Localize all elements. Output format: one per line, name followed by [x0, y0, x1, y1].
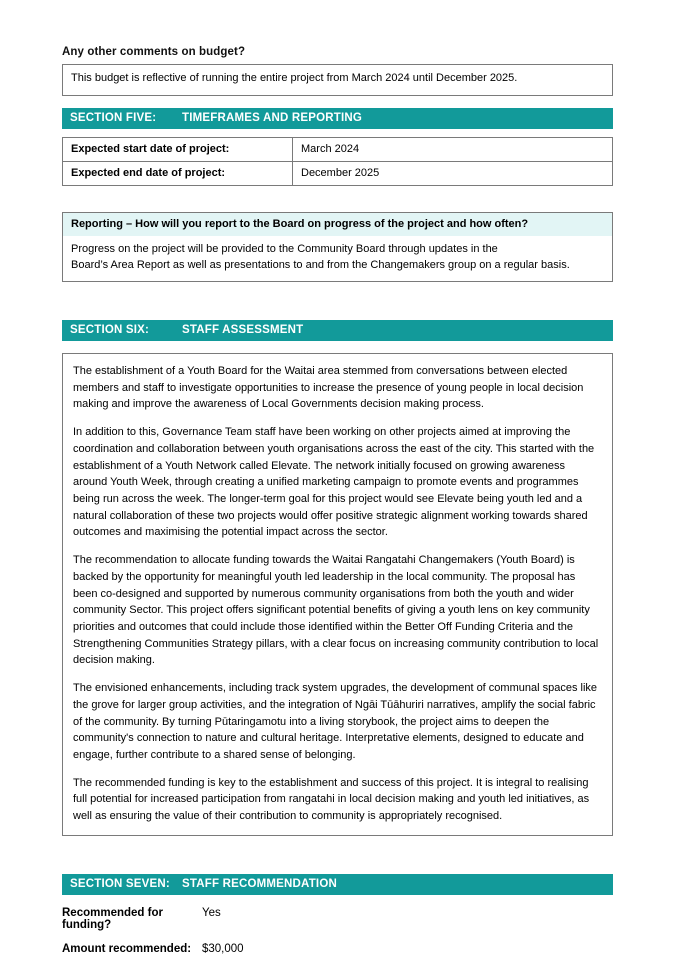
- assessment-paragraph: In addition to this, Governance Team staff have been working on other projects aimed at improving the coordination and collaboration between youth organisations across the east of the city. This started with the establishment of a Youth Network called Elevate. The network initially focused on growing awareness around Youth Week, through creating a unified marketing campaign to promote events and programmes being run across the week. The longer-term goal for this project would see Elevate being youth led and a natural collaboration of these two projects would offer positive strategic alignment working towards shared outcomes and maximising the potential impact across the sector.: [73, 426, 595, 539]
- reporting-question: Reporting – How will you report to the Board on progress of the project and how often?: [62, 212, 613, 236]
- reporting-answer: [62, 236, 613, 282]
- assessment-paragraph: The establishment of a Youth Board for the Waitai area stemmed from conversations between elected members and staff to investigate opportunities to increase the presence of young people in local decision making and improve the awareness of Local Governments decision making process.: [73, 364, 584, 411]
- amount-recommended-label: Amount recommended:: [62, 942, 192, 955]
- recommended-for-funding-value: Yes: [202, 906, 221, 919]
- recommended-for-funding-label: Recommended for funding?: [62, 906, 163, 931]
- start-date-label: Expected start date of project:: [63, 137, 293, 161]
- table-row: [63, 137, 613, 161]
- table-row: [63, 161, 613, 185]
- assessment-paragraph: The envisioned enhancements, including track system upgrades, the development of communal spaces like the grove for larger group activities, and the integration of Ngāi Tūāhuriri narratives, amplify the social fabric of the community. By turning Pūtaringamotu into a living storybook, the project aims to deepen the community's connection to nature and cultural heritage. Interpretative elements, designed to educate and engage, further contribute to a shared sense of belonging.: [73, 682, 598, 762]
- assessment-paragraph: The recommended funding is key to the establishment and success of this project. It is integral to realising full potential for increased participation from rangatahi in local decision making and youth led initiatives, as well as ensuring the value of their contribution to community is appropriately recognised.: [73, 776, 590, 823]
- section-five-bar: [62, 108, 613, 129]
- recommended-for-funding-row: [62, 907, 613, 931]
- staff-assessment-box: [62, 353, 613, 836]
- start-date-value: March 2024: [293, 137, 613, 161]
- budget-comments-heading: Any other comments on budget?: [62, 46, 246, 58]
- amount-recommended-row: [62, 943, 613, 955]
- section-seven-label: SECTION SEVEN:: [70, 877, 170, 890]
- section-five-label: SECTION FIVE:: [70, 111, 157, 124]
- timeframes-table: [62, 137, 613, 186]
- amount-recommended-value: $30,000: [202, 942, 244, 955]
- section-six-title: STAFF ASSESSMENT: [182, 323, 304, 336]
- budget-comments-box: [62, 64, 613, 96]
- budget-comments-text: This budget is reflective of running the entire project from March 2024 until December 2025.: [71, 72, 518, 84]
- end-date-value: December 2025: [293, 161, 613, 185]
- section-six-label: SECTION SIX:: [70, 323, 150, 336]
- reporting-answer-line-1: Progress on the project will be provided to the Community Board through updates in the: [71, 242, 498, 255]
- assessment-paragraph: The recommendation to allocate funding towards the Waitai Rangatahi Changemakers (Youth Board) is backed by the opportunity for meaningful youth led leadership in the local community. The proposal has been co-designed and supported by numerous community organisations from both the youth and wider community Sector. This project offers significant potential benefits of giving a youth lens on key community priorities and outcomes that could include those identified within the Better Off Funding Criteria and the Strengthening Communities Strategy pillars, with a clear focus on increasing community contribution to local decision making.: [73, 554, 599, 667]
- reporting-answer-line-2: Board’s Area Report as well as presentations to and from the Changemakers group on a regular basis.: [71, 259, 570, 272]
- end-date-label: Expected end date of project:: [63, 161, 293, 185]
- section-seven-title: STAFF RECOMMENDATION: [182, 877, 337, 890]
- section-six-bar: [62, 320, 613, 341]
- section-seven-bar: [62, 874, 613, 895]
- section-five-title: TIMEFRAMES AND REPORTING: [182, 111, 363, 124]
